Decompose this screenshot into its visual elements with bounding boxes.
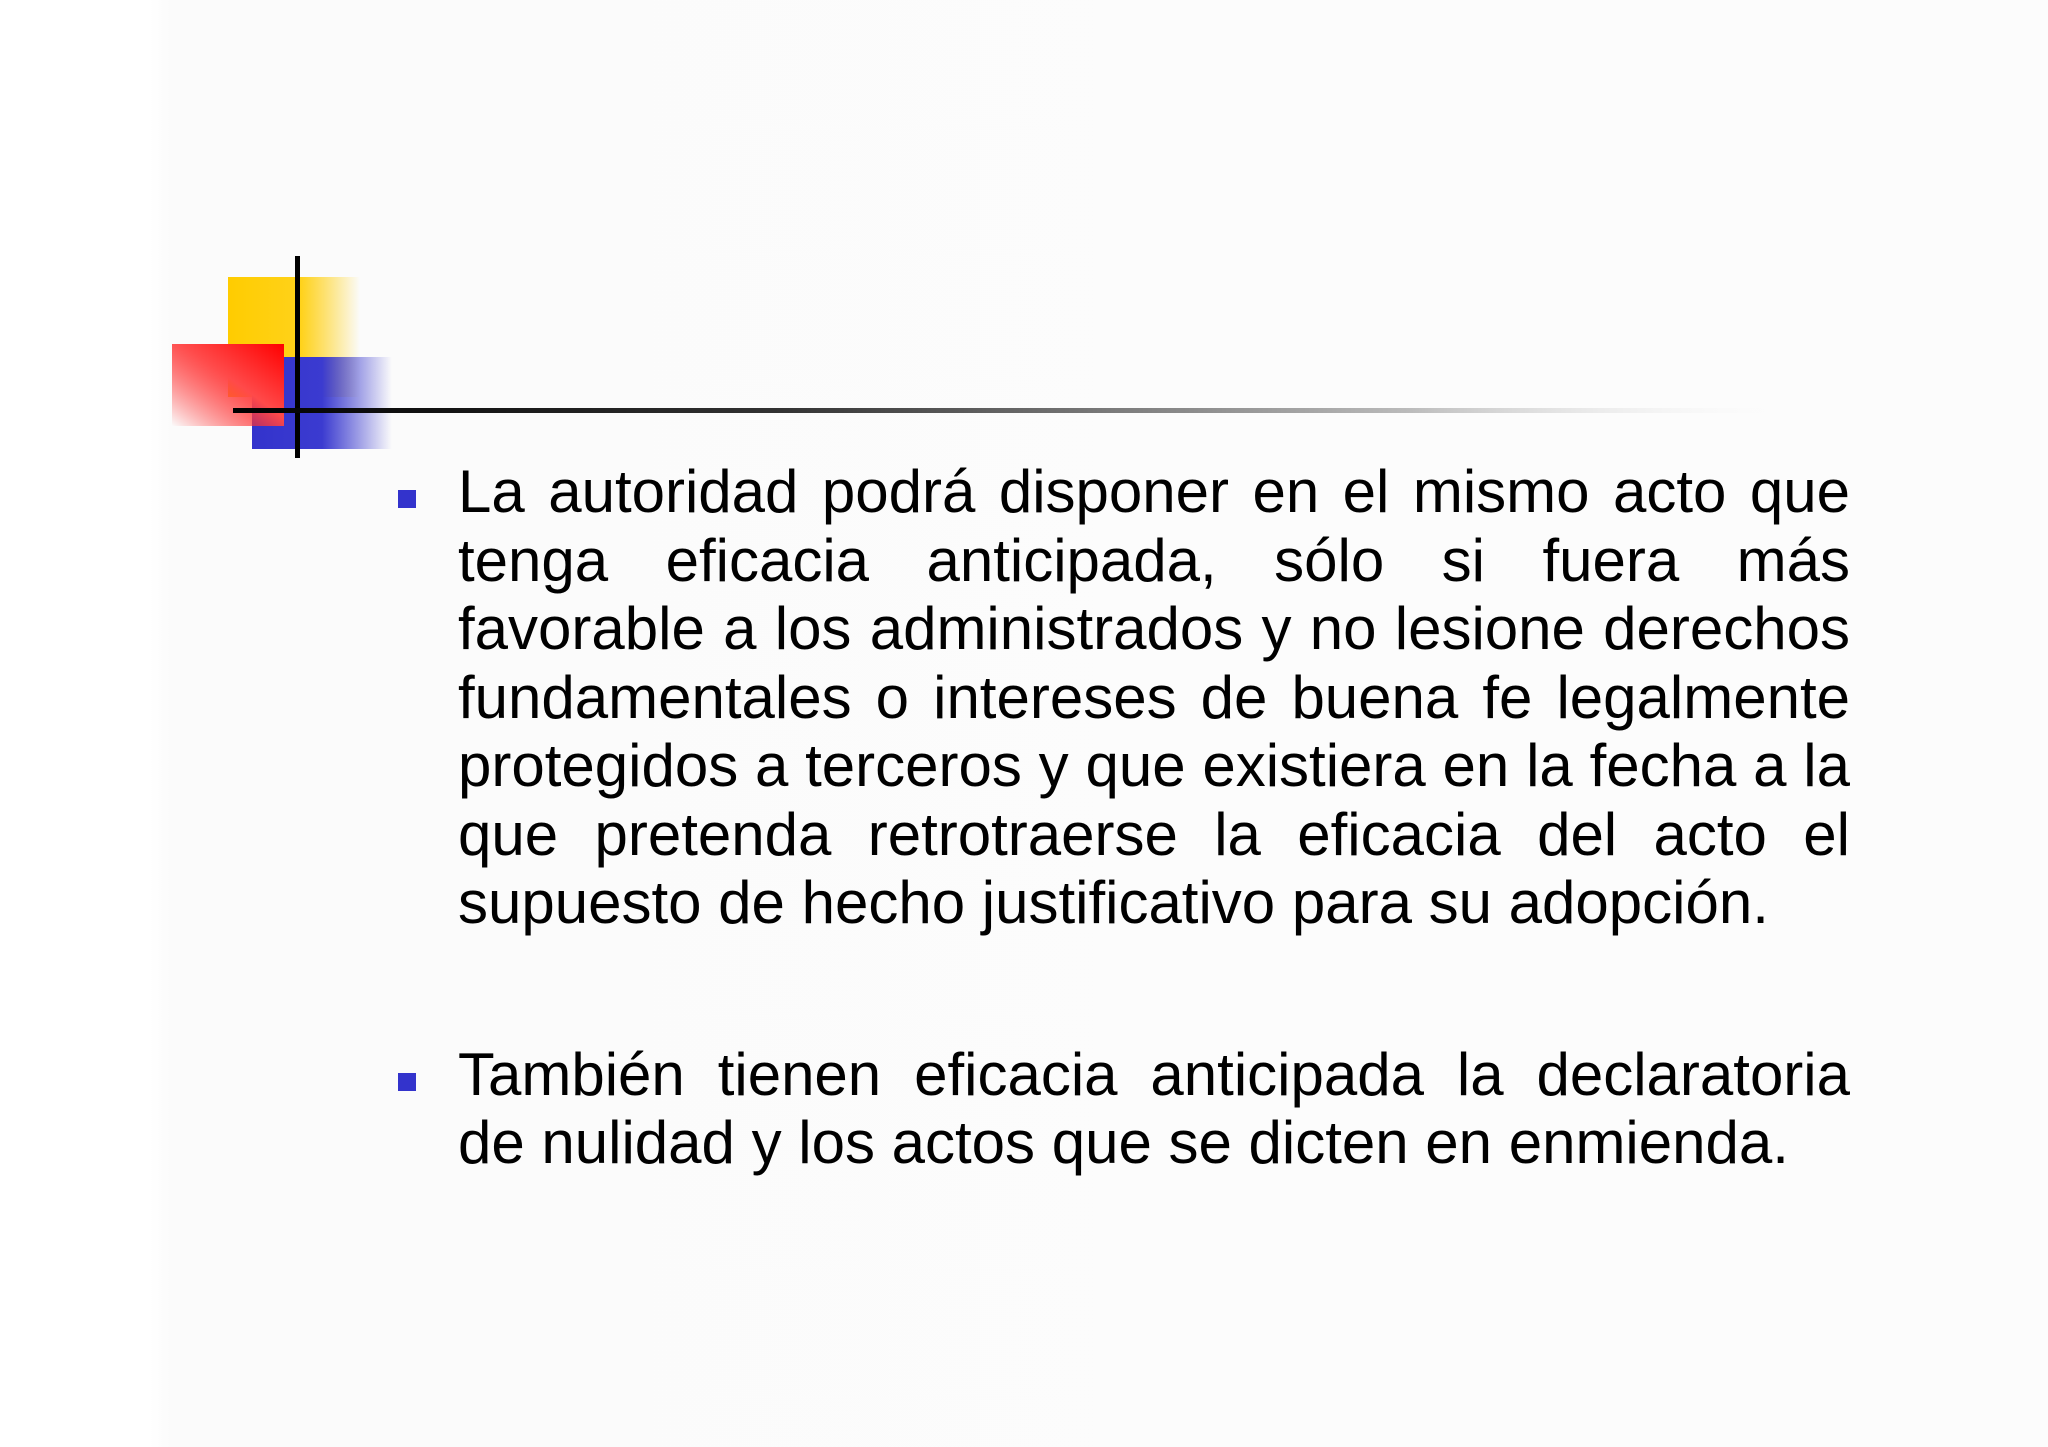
bullet-text: También tienen eficacia anticipada la declaratoria de nulidad y los actos que se dicten en enmienda.: [458, 1040, 1850, 1176]
horizontal-divider-line: [233, 408, 1800, 413]
square-bullet-icon: [398, 490, 416, 508]
bullet-list: [390, 458, 1850, 1178]
bullet-item: [390, 458, 1850, 938]
bullet-item: [390, 1041, 1850, 1178]
square-bullet-icon: [398, 1073, 416, 1091]
red-square-shape: [172, 344, 284, 426]
vertical-divider-line: [295, 256, 300, 458]
decorative-squares-logo: [0, 0, 1900, 480]
bullet-text: La autoridad podrá disponer en el mismo acto que tenga eficacia anticipada, sólo si fuera más favorable a los administrados y no lesione derechos fundamentales o intereses de buena fe legalmente protegidos a terceros y que existiera en la fecha a la que pretenda retrotraerse la eficacia del acto el supuesto de hecho justificativo para su adopción.: [458, 458, 1850, 936]
